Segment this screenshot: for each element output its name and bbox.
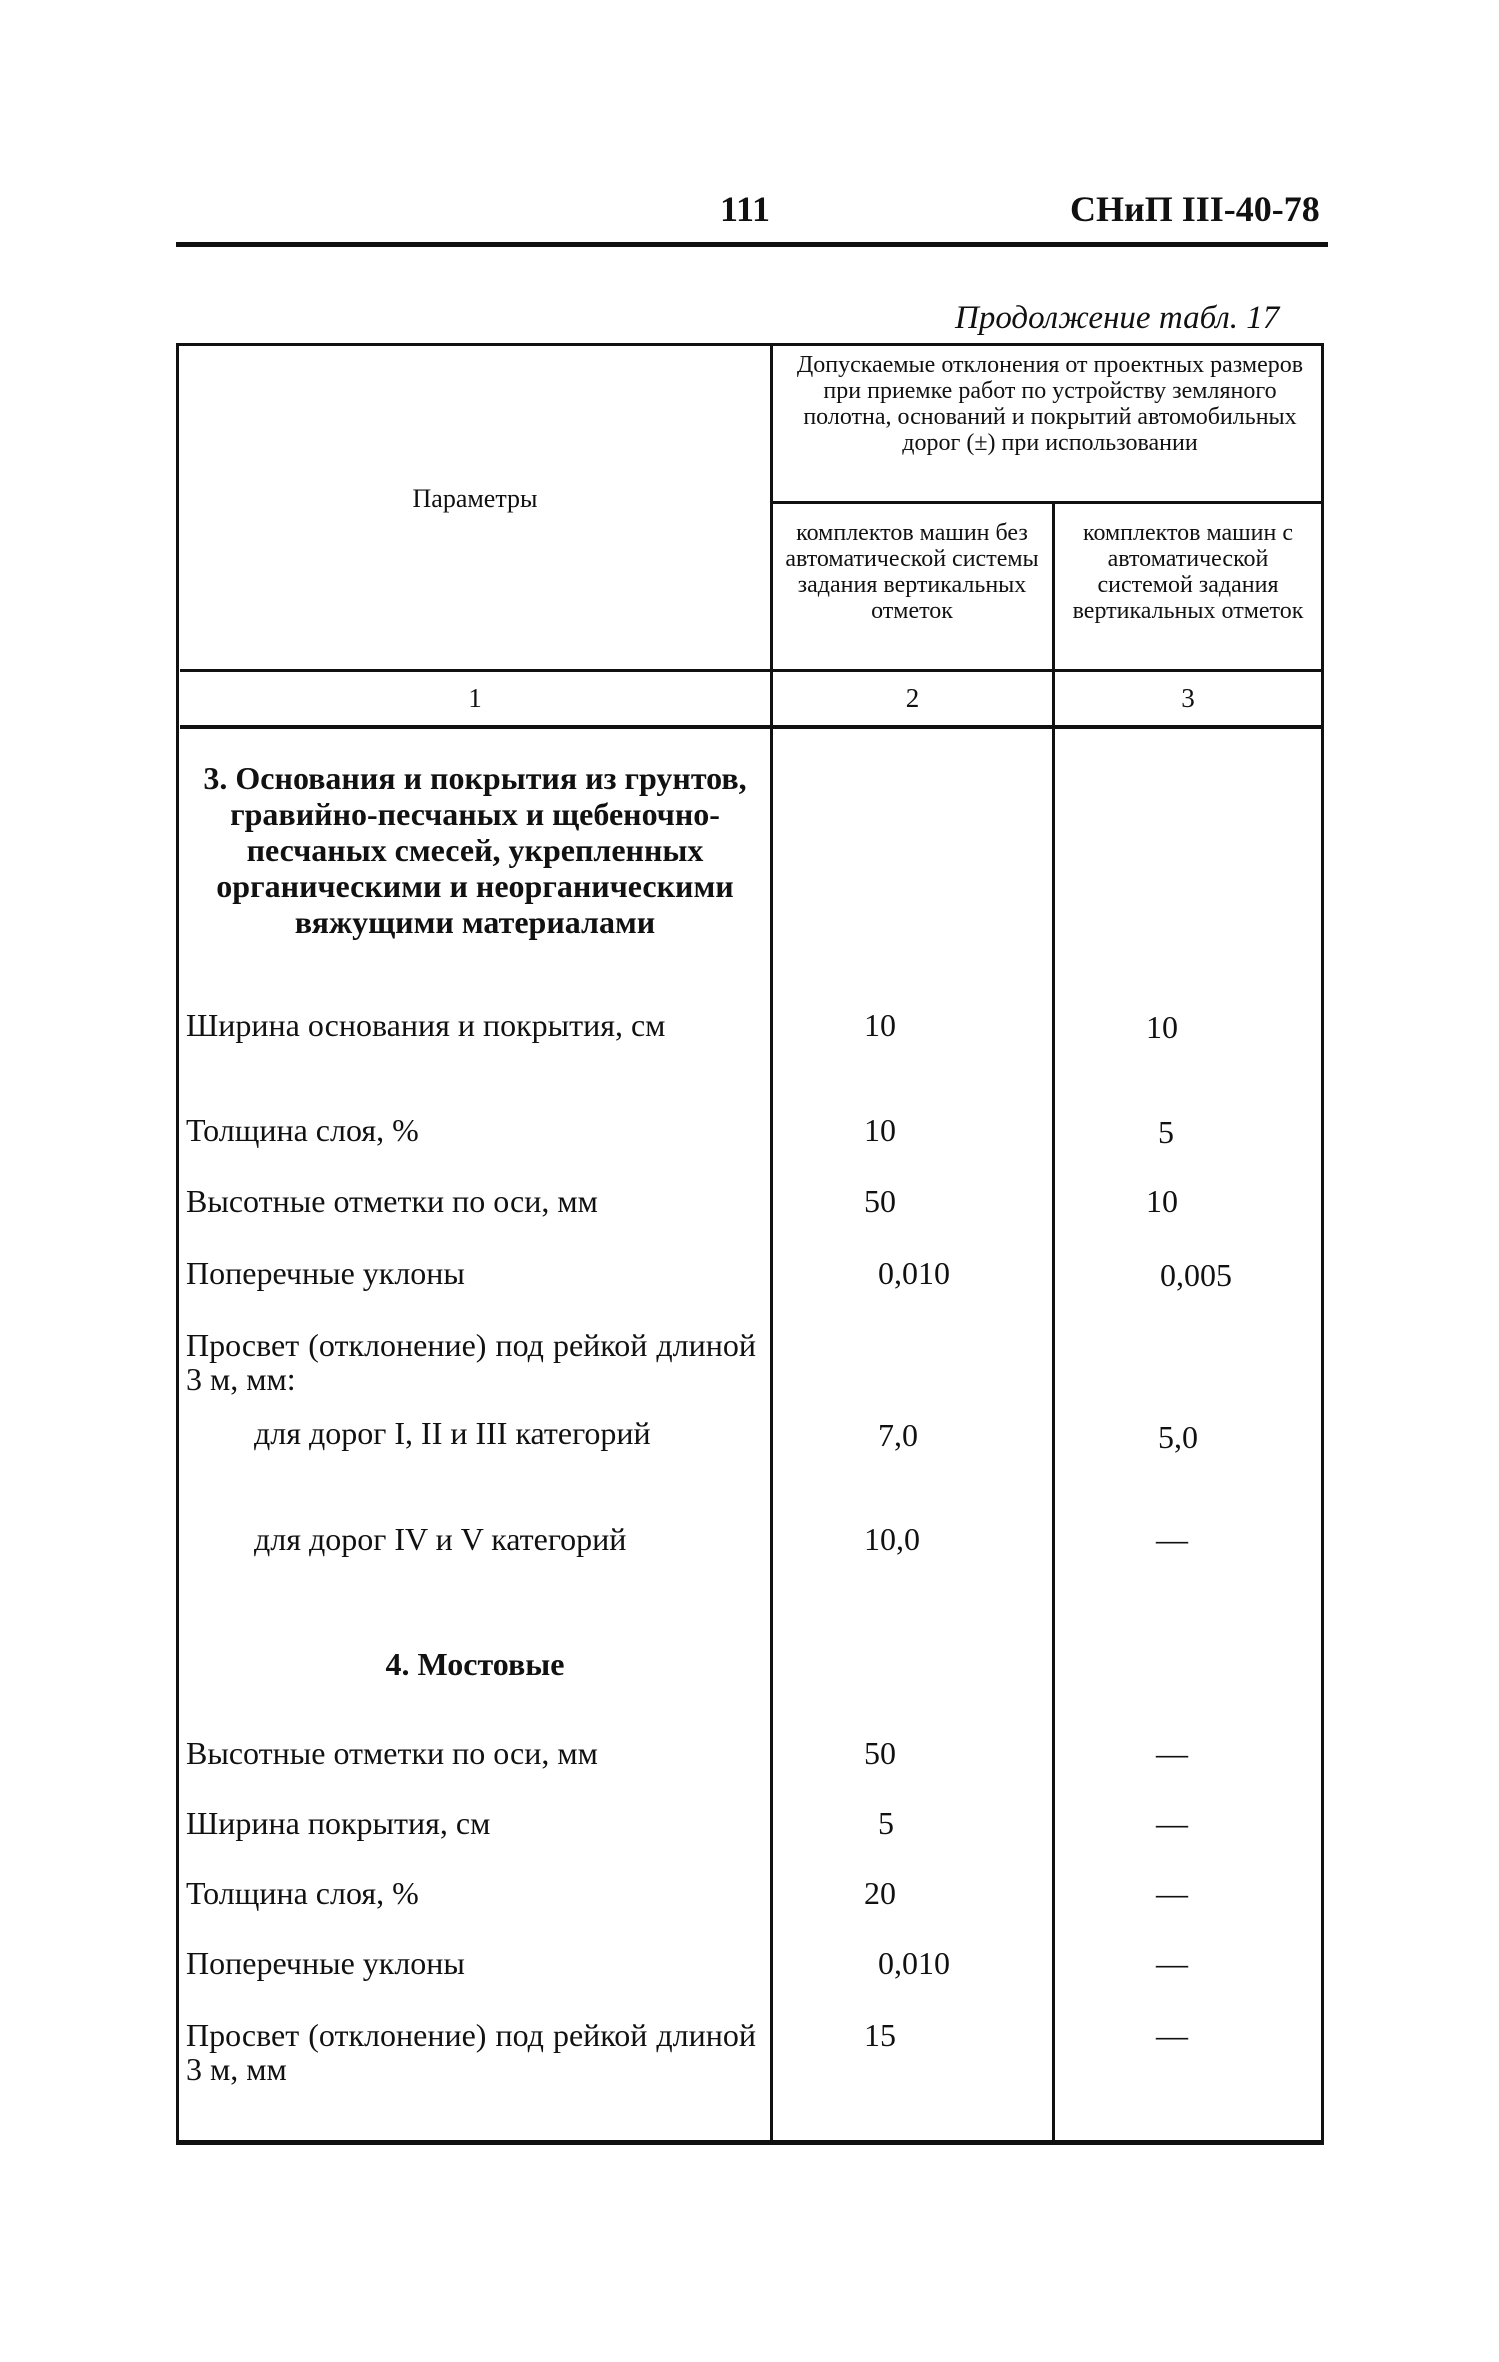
value-col3: — bbox=[1156, 1875, 1188, 1911]
param-cell: Поперечные уклоны bbox=[186, 1255, 465, 1291]
value-col3: — bbox=[1156, 1735, 1188, 1771]
value-col2: 15 bbox=[864, 2017, 896, 2053]
table-right-rule bbox=[1321, 345, 1324, 2143]
value-col2: 10 bbox=[864, 1112, 896, 1148]
column-numbers-rule bbox=[180, 725, 1322, 729]
document-code: СНиП III-40-78 bbox=[1070, 189, 1320, 229]
table-top-rule bbox=[176, 343, 1324, 346]
params-header: Параметры bbox=[412, 484, 538, 513]
header-bottom-rule bbox=[180, 669, 1322, 672]
header-rule bbox=[176, 242, 1328, 247]
group-header: Допускаемые отклонения от проектных размеров при приемке работ по устройству земляного полотна, оснований и покрытий автомобильных дорог (±) при использовании bbox=[796, 352, 1304, 456]
section-title: 3. Основания и покрытия из грунтов, гравийно-песчаных и щебеночно-песчаных смесей, укрепленных органическими и неорганическими вяжущими материалами bbox=[203, 760, 747, 940]
param-cell: Высотные отметки по оси, мм bbox=[186, 1735, 598, 1771]
param-cell: Толщина слоя, % bbox=[186, 1112, 419, 1148]
value-col3: 5,0 bbox=[1158, 1419, 1198, 1455]
value-col3: — bbox=[1156, 1521, 1188, 1557]
param-cell: Ширина основания и покрытия, см bbox=[186, 1007, 666, 1043]
column-number-1: 1 bbox=[468, 683, 482, 713]
table-left-rule bbox=[176, 345, 179, 2143]
param-cell: для дорог I, II и III категорий bbox=[254, 1415, 651, 1451]
param-cell: Ширина покрытия, см bbox=[186, 1805, 491, 1841]
table-bottom-rule bbox=[176, 2140, 1324, 2145]
param-cell: Просвет (отклонение) под рейкой длиной 3 м, мм bbox=[186, 2017, 756, 2087]
param-cell: для дорог IV и V категорий bbox=[254, 1521, 627, 1557]
param-cell: Просвет (отклонение) под рейкой длиной 3 м, мм: bbox=[186, 1327, 756, 1397]
page-number: 111 bbox=[720, 189, 771, 229]
value-col3: — bbox=[1156, 2017, 1188, 2053]
group-header-rule bbox=[772, 501, 1323, 504]
value-col3: 0,005 bbox=[1160, 1257, 1232, 1293]
column-number-2: 2 bbox=[905, 683, 920, 713]
param-cell: Толщина слоя, % bbox=[186, 1875, 419, 1911]
value-col3: 5 bbox=[1158, 1114, 1174, 1150]
value-col3: — bbox=[1156, 1805, 1188, 1841]
column-number-3: 3 bbox=[1181, 683, 1195, 713]
value-col2: 10 bbox=[864, 1007, 896, 1043]
value-col2: 20 bbox=[864, 1875, 896, 1911]
value-col2: 0,010 bbox=[878, 1255, 950, 1291]
column-rule-2 bbox=[1052, 503, 1055, 2143]
param-cell: Высотные отметки по оси, мм bbox=[186, 1183, 598, 1219]
value-col3: — bbox=[1156, 1945, 1188, 1981]
value-col2: 7,0 bbox=[878, 1417, 918, 1453]
column-rule-1 bbox=[770, 345, 773, 2143]
col2-header: комплектов машин без автоматической системы задания вертикальных отметок bbox=[785, 520, 1039, 624]
value-col2: 50 bbox=[864, 1183, 896, 1219]
table-caption: Продолжение табл. 17 bbox=[955, 300, 1280, 336]
value-col2: 50 bbox=[864, 1735, 896, 1771]
value-col2: 5 bbox=[878, 1805, 894, 1841]
value-col2: 0,010 bbox=[878, 1945, 950, 1981]
value-col3: 10 bbox=[1146, 1183, 1178, 1219]
col3-header: комплектов машин с автоматической системой задания вертикальных отметок bbox=[1072, 520, 1304, 624]
param-cell: Поперечные уклоны bbox=[186, 1945, 465, 1981]
section-title: 4. Мостовые bbox=[385, 1646, 565, 1682]
value-col2: 10,0 bbox=[864, 1521, 920, 1557]
value-col3: 10 bbox=[1146, 1009, 1178, 1045]
